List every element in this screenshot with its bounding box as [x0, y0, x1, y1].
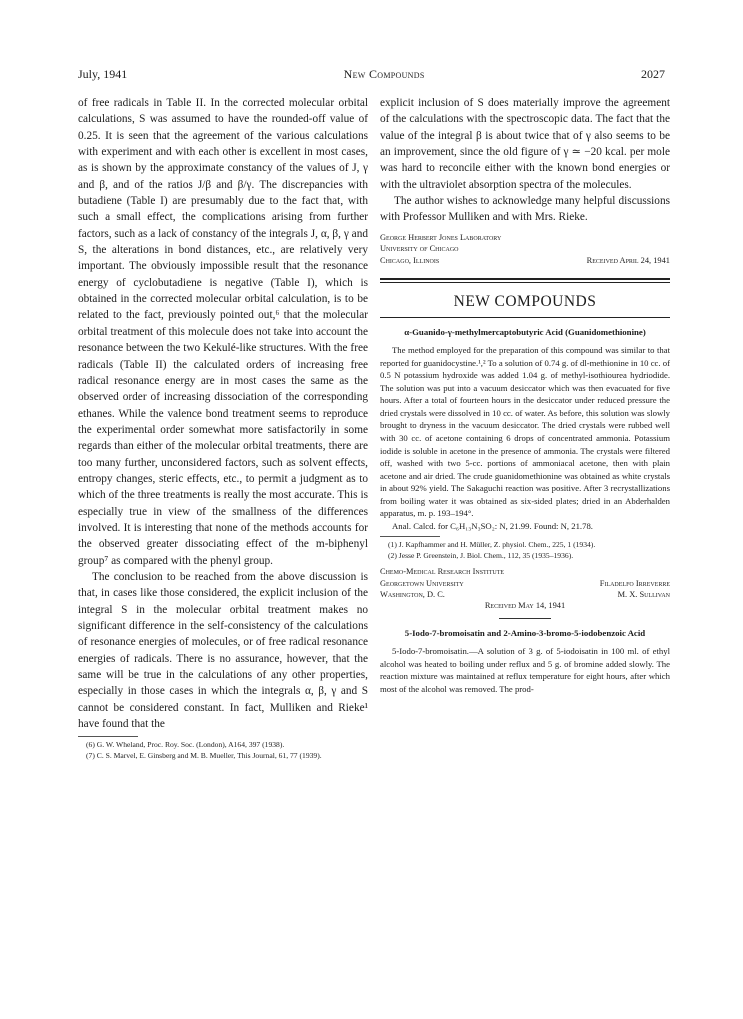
university-name: University of Chicago [380, 244, 459, 254]
right-paragraph-1: explicit inclusion of S does materially improve the agreement of the calculations with the spectroscopic data. The fact that the value of the integral β is about twice that of γ also seems to be an improvement, since the old figure of γ ≃ −20 kcal. per mole was hard to reconcile either with the known bond energies or with the ultraviolet absorption spectra of the molecules. [380, 97, 670, 191]
institute-university: Georgetown University [380, 578, 464, 588]
university-author-row [380, 578, 670, 589]
header-page-number: 2027 [640, 66, 665, 81]
reference-2: (2) Jesse P. Greenstein, J. Biol. Chem., 112, 35 (1935–1936). [388, 551, 574, 561]
compound-2-title: 5-Iodo-7-bromoisatin and 2-Amino-3-bromo-5-iodobenzoic Acid [404, 627, 646, 638]
footnote-rule [78, 736, 138, 737]
header-date: July, 1941 [78, 66, 128, 81]
analysis-line: Anal. Calcd. for C₆H₁₃N₃SO₂: N, 21.99. Found: N, 21.78. [392, 520, 593, 531]
institute-city: Washington, D. C. [380, 590, 445, 599]
received-date-2: Received May 14, 1941 [484, 601, 566, 611]
page-header [78, 66, 665, 82]
acknowledgment-paragraph: The author wishes to acknowledge many helpful discussions with Professor Mulliken and with Mrs. Rieke. [380, 195, 670, 224]
institute-name: Chemo-Medical Research Institute [380, 567, 505, 577]
compound-1-title: α-Guanido-γ-methylmercaptobutyric Acid (Guanidomethionine) [404, 326, 646, 337]
received-date-1: Received April 24, 1941 [586, 255, 670, 265]
reference-1: (1) J. Kapfhammer and H. Müller, Z. physiol. Chem., 225, 1 (1934). [388, 540, 596, 550]
city-author-row [380, 589, 670, 600]
header-running-title: New Compounds [343, 66, 425, 81]
reference-rule [380, 536, 440, 537]
lab-name: George Herbert Jones Laboratory [380, 232, 502, 242]
left-paragraph-1: of free radicals in Table II. In the corrected molecular orbital calculations, S was assumed to have the rounded-off value of 0.25. It is seen that the agreement of the various calculations with experiment and with each other is excellent in most cases, as is shown by the approximate constancy of the values of J, γ and β, and of the ratios J/β and β/γ. The discrepancies with butadiene (Table I) are presumably due to the fact that, with such a small effect, the complications arising from further factors, such as a lack of constancy of the integrals J, α, β, γ and S, the alterations in bond distances, etc., are relatively very important. The obviously impossible result that the resonance energy of cyclobutadiene is negative (Table I), which is obtained in the corrected molecular orbital calculation, is to be related to the fact, previously pointed out,⁶ that the molecular orbital treatment of this molecule does not take into account the resonance between the two Kekulé-like structures. With the free radicals (Table II) the calculated orders of increasing free radical resonance energy are in most cases the same as the observed order of increasing dissociation of the corresponding ethanes. While the valence bond treatment seems to reproduce the experimental order somewhat more satisfactorily in some regards than either of the molecular orbital treatments, there are too many further, unconsidered factors, such as solvent effects, entropy changes, steric effects, etc., to permit a judgment as to which of the three treatments is really the most accurate. This is especially true in view of the smallness of the differences involved. It is interesting that none of the methods accounts for the observed greater dissociating effect of the m-biphenyl group⁷ as compared with the phenyl group. [78, 97, 368, 567]
author-1: Filadelfo Irreverre [599, 578, 670, 588]
footnote-7: (7) C. S. Marvel, E. Ginsberg and M. B. Mueller, This Journal, 61, 77 (1939). [86, 751, 322, 761]
author-2: M. X. Sullivan [617, 590, 670, 599]
footnote-6: (6) G. W. Wheland, Proc. Roy. Soc. (London), A164, 397 (1938). [86, 740, 285, 750]
section-rule-thin [380, 282, 670, 283]
section-rule-thick [380, 278, 670, 280]
left-column [78, 95, 368, 762]
section-title: NEW COMPOUNDS [453, 292, 597, 310]
compound-separator-rule [499, 618, 551, 619]
city-received-row [380, 255, 670, 266]
section-title-rule [380, 317, 670, 318]
compound-2-body: 5-Iodo-7-bromoisatin.—A solution of 3 g. of 5-iodoisatin in 100 ml. of ethyl alcohol was heated to boiling under reflux and 5 g. of bromine added slowly. The reaction mixture was maintained at reflux temperature for eight hours, after which most of the alcohol was removed. The prod- [380, 646, 670, 694]
right-column [380, 95, 670, 695]
compound-1-body: The method employed for the preparation of this compound was similar to that reported for guanidocystine.¹,² To a solution of 0.74 g. of dl-methionine in 10 cc. of 0.5 N potassium hydroxide was added 1.04 g. of methyl-isothiourea hydriodide. The solution was put into a vacuum desiccator which was then evacuated for five hours. After a total of fourteen hours in the desiccator under reduced pressure the dried crystals were dissolved in 10 cc. of water. As before, this solution was slowly brought to dryness in the vacuum desiccator. The dried crystals were rubbed well with 30 cc. of acetone containing 6 drops of concentrated ammonia. Potassium iodide is soluble in acetone in the presence of ammonia. The crystals were filtered off, washed with two 5-cc. portions of ammoniacal acetone, then with plain acetone and air dried. The crude guanidomethionine was obtained as white crystals in about 92% yield. The Sakaguchi reaction was positive. After 3 recrystallizations from boiling water it was obtained as six-sided plates; dried in an Abderhalden apparatus, m. p. 193–194°. [380, 345, 670, 519]
city-name: Chicago, Illinois [380, 255, 440, 265]
left-paragraph-2: The conclusion to be reached from the above discussion is that, in cases like those considered, the explicit inclusion of the integral S in the molecular orbital treatment makes no significant difference in the self-consistency of the calculations of resonance energies of molecules, or of free radical resonance energies of radicals. There is no assurance, however, that the same will be true in the calculations of any other properties, especially in those cases in which the integrals α, β, γ and S cannot be considered constant. In fact, Mulliken and Rieke¹ have found that the [78, 570, 368, 731]
